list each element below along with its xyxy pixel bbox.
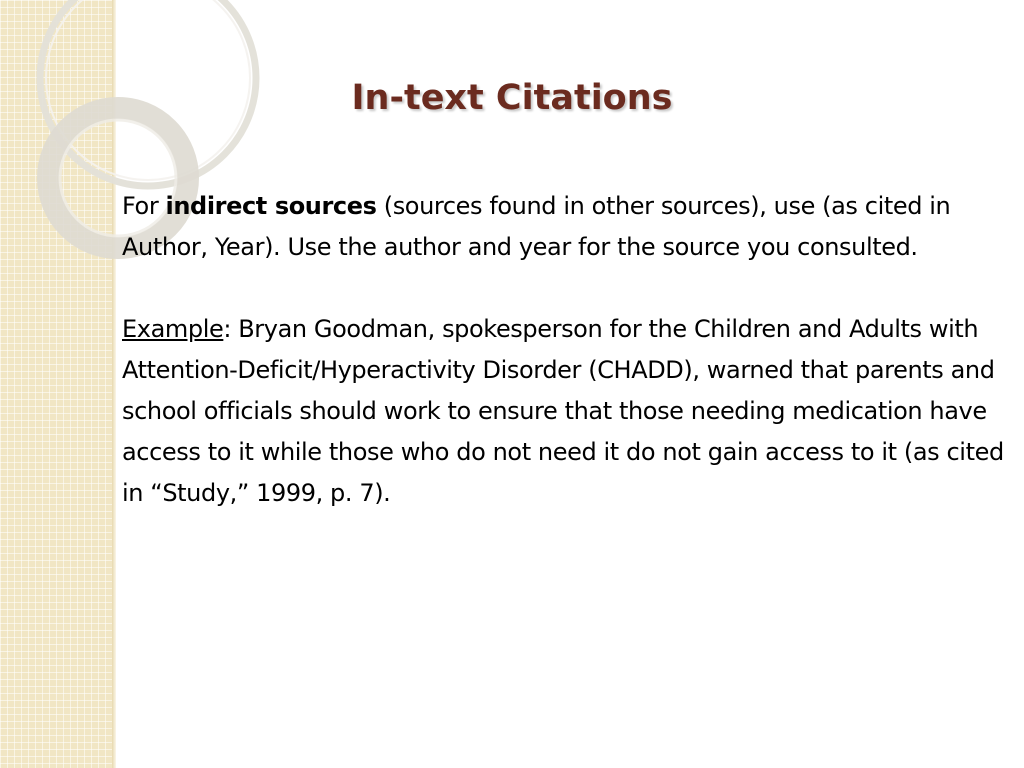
paragraph1-prefix: For bbox=[122, 192, 166, 220]
paragraph-indirect-sources bbox=[122, 186, 1017, 268]
slide-body bbox=[122, 186, 1017, 514]
paragraph1-bold: indirect sources bbox=[165, 192, 377, 220]
slide-title: In-text Citations bbox=[351, 78, 673, 118]
paragraph-example bbox=[122, 309, 1017, 514]
example-label: Example bbox=[122, 315, 224, 343]
example-text: : Bryan Goodman, spokesperson for the Children and Adults with Attention-Deficit/Hyperactivity Disorder (CHADD), warned that parents and school officials should work to ensure that those needing medication have access to it while those who do not need it do not gain access to it (as cited in “Study,” 1999, p. 7). bbox=[122, 315, 1004, 507]
paragraph-gap bbox=[122, 268, 1017, 309]
paragraph1-suffix: (sources found in other sources), use (as cited in Author, Year). Use the author and year for the source you consulted. bbox=[122, 192, 951, 261]
